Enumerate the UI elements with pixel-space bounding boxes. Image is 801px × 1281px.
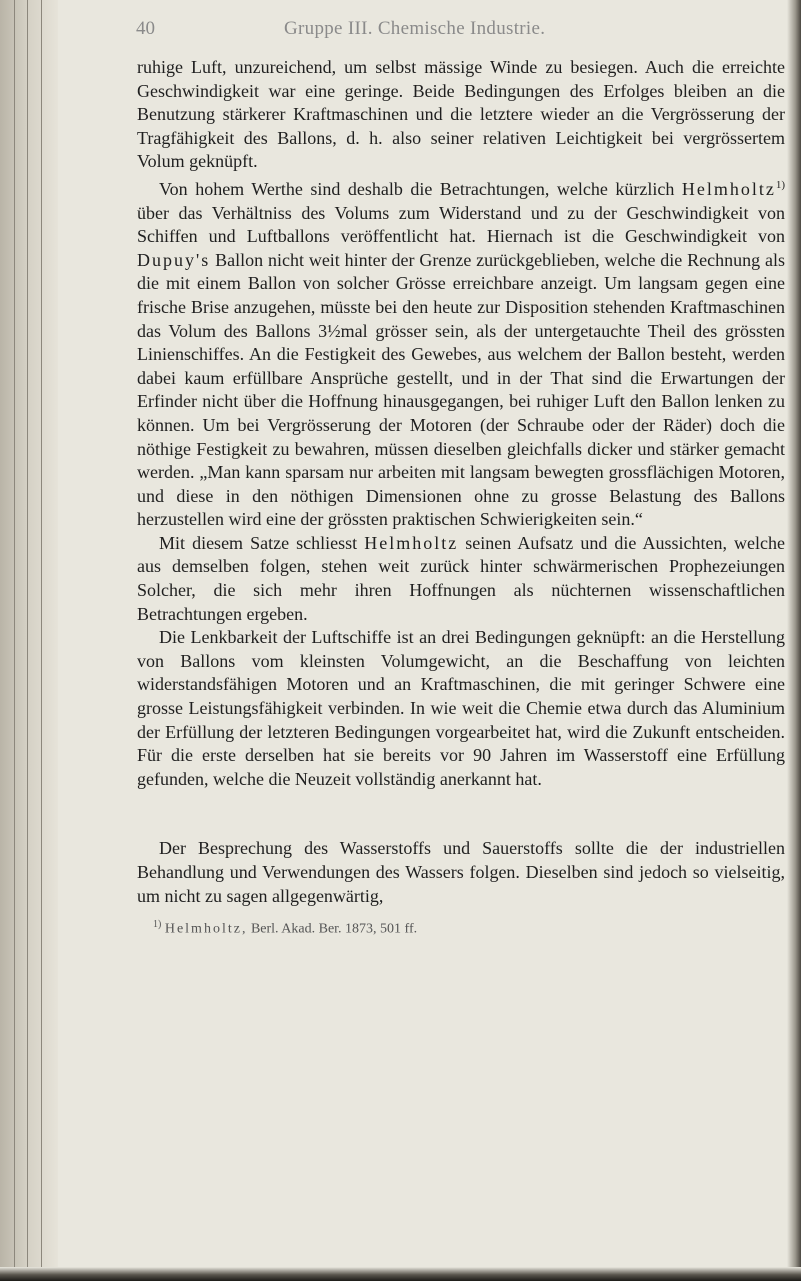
section-gap [137,791,785,837]
footnote-reference-text: Berl. Akad. Ber. 1873, 501 ff. [250,921,418,937]
paragraph-4: Die Lenkbarkeit der Luftschiffe ist an drei Bedingungen geknüpft: an die Herstellung von Ballons vom kleinsten Volumgewicht, an die Beschaffung von leichten widerstandsfähigen Motoren und an Kraftmaschinen, die mit geringer Schwere eine grosse Leistungsfähigkeit verbinden. In wie weit die Chemie etwa durch das Aluminium der Erfüllung der letzteren Bedingungen vorgearbeitet hat, wird die Zukunft entscheiden. Für die erste derselben hat sie bereits vor 90 Jahren im Wasserstoff eine Erfüllung gefunden, welche die Neuzeit vollständig anerkannt hat. [137,627,785,789]
author-name: Helmholtz [681,178,776,199]
author-name: Dupuy's [137,249,211,270]
paragraph-1: ruhige Luft, unzureichend, um selbst mässige Winde zu besiegen. Auch die erreichte Geschwindigkeit war eine geringe. Beide Bedingungen des Erfolges bleiben an die Benutzung stärkerer Kraftmaschinen und die letztere wieder an die Vergrösserung der Tragfähigkeit des Ballons, d. h. also seiner relativen Leichtigkeit bei vergrössertem Volum geknüpft. [137,57,785,172]
paragraph-3: Mit diesem Satze schliesst Helmholtz seinen Aufsatz und die Aussichten, welche aus demselben folgen, stehen weit zurück hinter schwärmerischen Prophezeiungen Solcher, die sich mehr ihren Hoffnungen als nüchternen wissenschaftlichen Betrachtungen ergeben. [137,532,785,624]
page-body [137,56,785,939]
running-title: Gruppe III. Chemische Industrie. [284,18,546,39]
footnote-author: Helmholtz, [164,921,248,937]
page-right-edge [787,0,801,1281]
page-bottom-edge [0,1267,801,1281]
paragraph-5: Der Besprechung des Wasserstoffs und Sauerstoffs sollte die der industriellen Behandlung und Verwendungen des Wassers folgen. Dieselben sind jedoch so vielseitig, um nicht zu sagen allgegenwärtig, [137,838,785,906]
footnote [137,916,785,939]
footnote-mark: 1) [153,919,162,931]
footnote-reference: 1) [775,178,786,191]
page-binding-shadow [0,0,58,1281]
page-number: 40 [136,18,155,39]
page-header [136,18,774,48]
author-name: Helmholtz [364,532,459,553]
paragraph-2: Von hohem Werthe sind deshalb die Betrachtungen, welche kürzlich Helmholtz$^{1)}$ über das Verhältniss des Volums zum Widerstand und zu der Geschwindigkeit von Schiffen und Luftballons veröffentlicht hat. Hiernach ist die Geschwindigkeit von Dupuy's Ballon nicht weit hinter der Grenze zurückgeblieben, welche die Rechnung als die mit einem Ballon von solcher Grösse erreichbare anzeigt. Um langsam gegen eine frische Brise anzugehen, müsste bei den heute zur Disposition stehenden Kraftmaschinen das Volum des Ballons 3½mal grösser sein, als der untergetauchte Theil des grössten Linienschiffes. An die Festigkeit des Gewebes, aus welchem der Ballon besteht, werden dabei kaum erfüllbare Ansprüche gestellt, und in der That sind die Erwartungen der Erfinder nicht über die Hoffnung hinausgegangen, bei ruhiger Luft den Ballon lenken zu können. Um bei Vergrösserung der Motoren (der Schraube oder der Räder) doch die nöthige Festigkeit zu bewahren, müssen dieselben gleichfalls dicker und stärker gemacht werden. „Man kann sparsam nur arbeiten mit langsam bewegten grossflächigen Motoren, und diese in den nöthigen Dimensionen ohne zu grosse Belastung des Ballons herzustellen wird eine der grössten praktischen Schwierigkeiten sein.“ [137,178,786,530]
